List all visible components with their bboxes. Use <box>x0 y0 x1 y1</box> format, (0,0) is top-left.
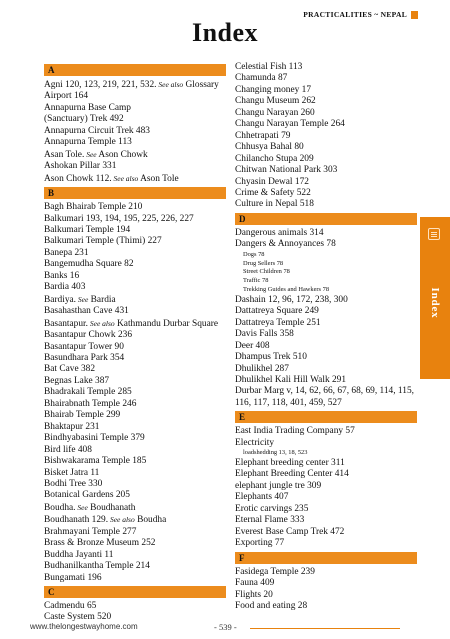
index-entry <box>235 352 417 363</box>
entry-text: Dangers & Annoyances 78 <box>235 239 336 250</box>
index-entry <box>235 306 417 317</box>
footer-url[interactable]: www.thelongestwayhome.com <box>30 622 138 631</box>
index-entry <box>235 504 417 515</box>
index-entry <box>235 96 417 107</box>
entry-text: Dangerous animals 314 <box>235 227 324 238</box>
index-entry <box>235 426 417 437</box>
entry-text: Bangemudha Square 82 <box>44 259 134 270</box>
entry-text: Elephants 407 <box>235 492 289 503</box>
entry-text: Begnas Lake 387 <box>44 375 110 386</box>
entry-text: Bindhyabasini Temple 379 <box>44 433 145 444</box>
index-entry <box>235 458 417 469</box>
index-entry <box>44 248 226 259</box>
letter-heading: E <box>235 411 417 423</box>
entry-text: Dattatreya Temple 251 <box>235 317 321 328</box>
entry-text: Balkumari 193, 194, 195, 225, 226, 227 <box>44 213 194 224</box>
letter-heading: D <box>235 213 417 225</box>
cross-reference: Glossary <box>183 80 219 90</box>
entry-text: Bagh Bhairab Temple 210 <box>44 202 143 213</box>
index-entry <box>235 492 417 503</box>
index-entry <box>235 449 417 458</box>
entry-text: Deer 408 <box>235 340 270 351</box>
index-entry <box>44 342 226 353</box>
side-tab-label: Index <box>429 287 441 319</box>
entry-text: Boudhanath 129. <box>44 515 109 526</box>
entry-text: Ashokan Pillar 331 <box>44 161 117 172</box>
index-entry <box>44 538 226 549</box>
index-entry <box>44 225 226 236</box>
entry-text: Balkumari Temple 194 <box>44 224 131 235</box>
cross-reference: Bardia <box>88 294 116 305</box>
entry-text: Chamunda 87 <box>235 73 288 84</box>
entry-text: Chhetrapati 79 <box>235 130 291 141</box>
index-entry <box>44 399 226 410</box>
entry-text: Culture in Nepal 518 <box>235 199 314 210</box>
index-entry <box>44 550 226 561</box>
index-entry <box>44 318 226 330</box>
index-entry <box>235 438 417 449</box>
index-entry <box>44 79 226 91</box>
entry-text: Bhadrakali Temple 285 <box>44 387 132 398</box>
entry-text: Changu Museum 262 <box>235 96 316 107</box>
index-entry <box>44 149 226 161</box>
entry-text: Airport 164 <box>44 91 89 102</box>
index-entry <box>44 236 226 247</box>
entry-text: Botanical Gardens 205 <box>44 490 130 501</box>
see-also-label: See <box>76 294 89 304</box>
index-entry <box>44 527 226 538</box>
index-entry <box>235 364 417 375</box>
index-entry <box>44 330 226 341</box>
index-entry <box>44 601 226 612</box>
index-entry <box>44 271 226 282</box>
index-entry <box>235 228 417 239</box>
entry-text: Flights 20 <box>235 589 273 600</box>
index-column-right <box>235 62 417 612</box>
index-entry <box>44 561 226 572</box>
entry-text: Chhusya Bahal 80 <box>235 142 304 153</box>
index-entry <box>235 73 417 84</box>
side-tab[interactable] <box>420 217 450 379</box>
index-entry <box>235 154 417 165</box>
index-entry <box>235 85 417 96</box>
entry-text: Exporting 77 <box>235 538 285 549</box>
index-entry <box>235 590 417 601</box>
entry-text: Dhulikhel 287 <box>235 363 289 374</box>
entry-text: Boudha. <box>44 502 76 513</box>
index-entry <box>235 62 417 73</box>
entry-text: Asan Tole. <box>44 149 85 160</box>
index-entry <box>44 456 226 467</box>
index-entry <box>44 387 226 398</box>
index-entry <box>44 422 226 433</box>
index-entry <box>235 318 417 329</box>
entry-text: 116, 117, 118, 401, 459, 527 <box>235 397 342 408</box>
page-number: - 539 - <box>214 622 237 632</box>
entry-text: Food and eating 28 <box>235 601 308 611</box>
see-also-label: See <box>75 502 88 512</box>
entry-text: Bungamati 196 <box>44 572 102 583</box>
entry-text: Ason Chowk 112. <box>44 173 112 184</box>
entry-text: Caste System 520 <box>44 612 112 623</box>
entry-text: Davis Falls 358 <box>235 329 294 340</box>
footer-rule-right <box>250 628 400 629</box>
index-entry <box>235 515 417 526</box>
entry-text: Basantapur Chowk 236 <box>44 330 133 341</box>
entry-text: Balkumari Temple (Thimi) 227 <box>44 236 162 247</box>
see-also-label: See also <box>156 80 184 89</box>
entry-text: Chyasin Dewal 172 <box>235 176 309 187</box>
index-entry <box>235 341 417 352</box>
index-entry <box>44 490 226 501</box>
entry-text: Banks 16 <box>44 270 80 281</box>
index-entry <box>44 445 226 456</box>
entry-text: Durbar Marg v, 14, 62, 66, 67, 68, 69, 114, 115, <box>235 386 414 397</box>
index-entry <box>44 202 226 213</box>
entry-text: Chilancho Stupa 209 <box>235 153 314 164</box>
letter-heading: C <box>44 586 226 598</box>
index-entry <box>44 137 226 148</box>
entry-text: Dhulikhel Kali Hill Walk 291 <box>235 374 347 385</box>
entry-text: Bishwakarama Temple 185 <box>44 456 147 467</box>
index-entry <box>44 573 226 584</box>
entry-text: Trekking Guides and Hawkers 78 <box>243 285 330 293</box>
entry-text: Buddha Jayanti 11 <box>44 549 114 560</box>
index-entry <box>44 103 226 114</box>
entry-text: Bardiya. <box>44 294 77 305</box>
index-entry <box>44 114 226 125</box>
index-entry <box>44 353 226 364</box>
entry-text: Cadmendu 65 <box>44 601 97 612</box>
entry-text: Dashain 12, 96, 172, 238, 300 <box>235 294 348 305</box>
entry-text: Bird life 408 <box>44 444 92 455</box>
index-entry <box>235 295 417 306</box>
entry-text: Bardia 403 <box>44 282 86 293</box>
entry-text: Bisket Jatra 11 <box>44 467 100 478</box>
entry-text: Banepa 231 <box>44 247 89 258</box>
index-entry <box>44 306 226 317</box>
entry-text: Agni 120, 123, 219, 221, 532. <box>44 80 157 90</box>
index-entry <box>44 173 226 185</box>
entry-text: Brass & Bronze Museum 252 <box>44 538 156 549</box>
entry-text: Changing money 17 <box>235 84 312 95</box>
index-entry <box>235 131 417 142</box>
entry-text: Street Children 78 <box>243 268 290 276</box>
header-section: PRACTICALITIES ~ NEPAL <box>303 10 407 19</box>
entry-text: Annapurna Base Camp <box>44 102 131 113</box>
letter-heading: F <box>235 552 417 564</box>
index-entry <box>44 91 226 102</box>
index-entry <box>44 214 226 225</box>
index-entry <box>235 567 417 578</box>
entry-text: Bhairab Temple 299 <box>44 410 121 421</box>
entry-text: Dogs 78 <box>243 250 265 258</box>
index-entry <box>44 502 226 514</box>
entry-text: Annapurna Circuit Trek 483 <box>44 125 150 136</box>
index-entry <box>235 188 417 199</box>
index-entry <box>235 398 417 409</box>
letter-heading: A <box>44 64 226 76</box>
index-entry <box>235 538 417 549</box>
index-entry <box>44 479 226 490</box>
index-entry <box>44 468 226 479</box>
letter-heading: B <box>44 187 226 199</box>
index-entry <box>44 282 226 293</box>
cross-reference: Kathmandu Durbar Square <box>114 318 219 329</box>
see-also-label: See also <box>88 318 115 328</box>
entry-text: Changu Narayan 260 <box>235 107 315 118</box>
see-also-label: See also <box>108 515 135 525</box>
index-entry <box>235 329 417 340</box>
entry-text: Bat Cave 382 <box>44 364 96 375</box>
list-icon <box>428 228 440 240</box>
entry-text: Brahmayani Temple 277 <box>44 526 137 537</box>
index-entry <box>44 433 226 444</box>
entry-text: East India Trading Company 57 <box>235 426 355 437</box>
entry-text: Changu Narayan Temple 264 <box>235 119 345 130</box>
cross-reference: Ason Chowk <box>96 149 148 160</box>
entry-text: Dhampus Trek 510 <box>235 352 307 363</box>
index-entry <box>235 277 417 286</box>
entry-text: Erotic carvings 235 <box>235 503 309 514</box>
entry-text: Basundhara Park 354 <box>44 352 125 363</box>
cross-reference: Boudhanath <box>87 502 136 513</box>
entry-text: Celestial Fish 113 <box>235 62 303 72</box>
entry-text: Elephant breeding center 311 <box>235 458 345 469</box>
entry-text: Dattatreya Square 249 <box>235 306 319 317</box>
index-entry <box>235 119 417 130</box>
entry-text: elephant jungle tre 309 <box>235 480 322 491</box>
entry-text: Elephant Breeding Center 414 <box>235 469 349 480</box>
entry-text: Basantapur. <box>44 318 88 329</box>
index-entry <box>235 386 417 397</box>
entry-text: Annapurna Temple 113 <box>44 137 132 148</box>
entry-text: Fasidega Temple 239 <box>235 566 315 577</box>
index-entry <box>235 142 417 153</box>
index-entry <box>235 286 417 295</box>
index-entry <box>235 260 417 269</box>
entry-text: Budhanilkantha Temple 214 <box>44 561 150 572</box>
index-entry <box>44 364 226 375</box>
index-entry <box>235 251 417 260</box>
index-entry <box>235 108 417 119</box>
entry-text: Bhairabnath Temple 246 <box>44 398 137 409</box>
index-entry <box>235 239 417 250</box>
index-entry <box>235 375 417 386</box>
entry-text: Crime & Safety 522 <box>235 187 311 198</box>
index-entry <box>235 199 417 210</box>
index-entry <box>44 161 226 172</box>
index-entry <box>235 527 417 538</box>
entry-text: Everest Base Camp Trek 472 <box>235 526 345 537</box>
index-column-left <box>44 62 226 624</box>
entry-text: loadshedding 13, 18, 523 <box>243 449 308 457</box>
index-entry <box>44 410 226 421</box>
index-entry <box>235 268 417 277</box>
index-entry <box>44 294 226 306</box>
index-entry <box>44 259 226 270</box>
entry-text: Eternal Flame 333 <box>235 515 305 526</box>
index-entry <box>44 514 226 526</box>
entry-text: Chitwan National Park 303 <box>235 165 338 176</box>
index-entry <box>235 165 417 176</box>
index-entry <box>235 469 417 480</box>
see-also-label: See also <box>111 173 139 183</box>
entry-text: (Sanctuary) Trek 492 <box>44 114 124 125</box>
entry-text: Drug Sellers 78 <box>243 259 284 267</box>
entry-text: Bodhi Tree 330 <box>44 478 103 489</box>
entry-text: Traffic 78 <box>243 277 269 285</box>
entry-text: Basahasthan Cave 431 <box>44 306 129 317</box>
cross-reference: Ason Tole <box>138 173 179 184</box>
cross-reference: Boudha <box>134 515 167 526</box>
entry-text: Electricity <box>235 437 275 448</box>
index-entry <box>235 578 417 589</box>
index-entry <box>44 126 226 137</box>
index-entry <box>235 177 417 188</box>
see-also-label: See <box>84 149 97 159</box>
entry-text: Fauna 409 <box>235 578 275 589</box>
page-title: Index <box>191 18 259 47</box>
entry-text: Bhaktapur 231 <box>44 421 100 432</box>
index-entry <box>44 376 226 387</box>
index-entry <box>235 601 417 612</box>
index-entry <box>235 481 417 492</box>
entry-text: Basantapur Tower 90 <box>44 341 124 352</box>
